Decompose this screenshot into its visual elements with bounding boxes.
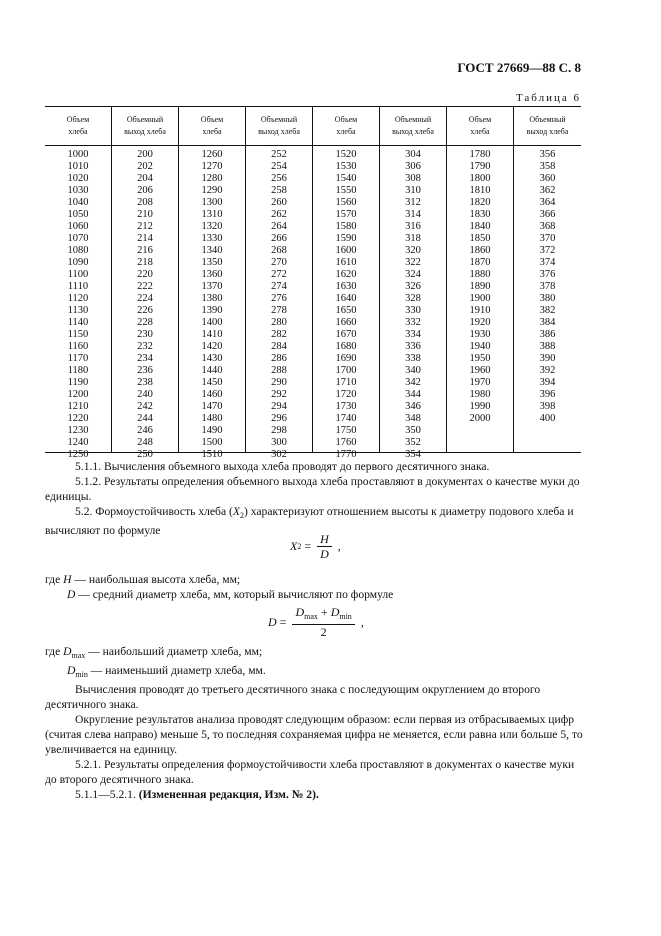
table-cell: 1390 (201, 305, 223, 316)
table-cell: 360 (539, 173, 556, 184)
table-cell: 284 (271, 341, 287, 352)
table-cell: 242 (137, 401, 153, 412)
column-volume (179, 146, 246, 460)
table-cell: 272 (271, 269, 287, 280)
table-cell: 306 (405, 161, 421, 172)
table-cell: 292 (271, 389, 287, 400)
table-cell: 310 (405, 185, 421, 196)
table-cell: 1050 (67, 209, 89, 220)
amendment-note: (Измененная редакция, Изм. № 2). (138, 788, 319, 801)
table-cell: 1100 (67, 269, 89, 280)
table-cell: 382 (539, 305, 556, 316)
denominator: 2 (320, 625, 327, 639)
table-cell: 232 (137, 341, 153, 352)
table-cell: 278 (271, 305, 287, 316)
table-cell: 344 (405, 389, 421, 400)
table-cell: 1220 (67, 413, 89, 424)
table-cell: 1770 (335, 449, 357, 460)
table-cell: 1820 (469, 197, 491, 208)
table-cell: 374 (539, 257, 556, 268)
column-header-volume: Объем хлеба (313, 107, 380, 145)
table-cell: 262 (271, 209, 287, 220)
table-cell: 1610 (335, 257, 357, 268)
fraction (317, 532, 332, 561)
variable-d: D (67, 588, 76, 601)
table-cell: 1410 (201, 329, 223, 340)
denominator: D (320, 547, 329, 561)
table-cell: 1200 (67, 389, 89, 400)
table-cell: 218 (137, 257, 153, 268)
amendment-range: 5.1.1—5.2.1. (75, 788, 139, 801)
table-cell: 296 (271, 413, 287, 424)
table-cell: 1010 (67, 161, 89, 172)
table-cell: 1960 (469, 365, 491, 376)
table-cell: 230 (137, 329, 153, 340)
table-cell: 312 (405, 197, 421, 208)
table-cell: 268 (271, 245, 287, 256)
table-cell: 1500 (201, 437, 223, 448)
table-cell: 1630 (335, 281, 357, 292)
numerator: H (317, 532, 332, 547)
table-cell: 1980 (469, 389, 491, 400)
table-cell: 266 (271, 233, 287, 244)
variable-d: D (330, 605, 340, 619)
table-cell: 294 (271, 401, 287, 412)
table-cell: 288 (271, 365, 287, 376)
table-cell: 1740 (335, 413, 357, 424)
table-cell: 256 (271, 173, 287, 184)
table-cell: 326 (405, 281, 421, 292)
where-description: — наибольший диаметр хлеба, мм; (85, 645, 263, 658)
table-cell: 322 (405, 257, 421, 268)
table-cell: 1760 (335, 437, 357, 448)
table-cell: 1830 (469, 209, 491, 220)
table-cell: 234 (137, 353, 153, 364)
table-cell: 398 (539, 401, 556, 412)
table-cell: 1350 (201, 257, 223, 268)
table-cell: 1450 (201, 377, 223, 388)
table-cell: 1780 (469, 149, 491, 160)
table-cell: 1070 (67, 233, 89, 244)
table-cell: 1930 (469, 329, 491, 340)
table-cell: 1720 (335, 389, 357, 400)
paragraph-5-2-text: ) характеризуют отношением высоты к диаметру подового хлеба и вычисляют по формуле (45, 505, 574, 537)
fraction (292, 605, 354, 639)
where-block-2 (45, 644, 585, 802)
table-cell: 1840 (469, 221, 491, 232)
table-cell: 1680 (335, 341, 357, 352)
where-dmax (45, 644, 585, 663)
table-cell: 358 (539, 161, 556, 172)
table-cell: 340 (405, 365, 421, 376)
table-cell: 1360 (201, 269, 223, 280)
column-header-yield: Объемный выход хлеба (112, 107, 179, 145)
where-description: — наибольшая высота хлеба, мм; (71, 573, 241, 586)
table-cell: 1240 (67, 437, 89, 448)
table-cell: 1030 (67, 185, 89, 196)
table-cell: 240 (137, 389, 153, 400)
table-header-row (45, 107, 581, 146)
table-cell: 248 (137, 437, 153, 448)
formula-lhs: X (290, 539, 298, 553)
table-cell: 400 (539, 413, 556, 424)
formula-x2 (290, 532, 341, 561)
variable-d: D (63, 645, 72, 658)
table-cell: 300 (271, 437, 287, 448)
table-cell: 1970 (469, 377, 491, 388)
column-volume (45, 146, 112, 460)
table-cell: 1290 (201, 185, 223, 196)
table-cell: 1000 (67, 149, 89, 160)
table-cell: 282 (271, 329, 287, 340)
where-description: — средний диаметр хлеба, мм, который вычисляют по формуле (75, 588, 394, 601)
table-cell: 308 (405, 173, 421, 184)
table-cell: 1160 (67, 341, 89, 352)
table-cell: 1730 (335, 401, 357, 412)
table-cell: 334 (405, 329, 421, 340)
column-yield (514, 146, 581, 452)
subscript: max (304, 612, 318, 621)
data-table (45, 106, 581, 460)
column-header-volume: Объем хлеба (179, 107, 246, 145)
column-header-yield: Объемный выход хлеба (526, 115, 569, 136)
table-cell: 388 (539, 341, 556, 352)
table-cell: 244 (137, 413, 153, 424)
page-header: ГОСТ 27669—88 С. 8 (457, 60, 581, 75)
table-cell: 270 (271, 257, 287, 268)
paragraph-5-2-1: 5.2.1. Результаты определения формоустойчивости хлеба проставляют в документах о качестве муки до второго десятичного знака. (45, 758, 575, 786)
table-cell: 264 (271, 221, 287, 232)
table-cell: 202 (137, 161, 153, 172)
table-cell: 204 (137, 173, 153, 184)
table-cell: 1660 (335, 317, 357, 328)
table-cell: 1800 (469, 173, 491, 184)
column-yield (112, 146, 179, 460)
table-cell: 298 (271, 425, 287, 436)
table-cell: 1710 (335, 377, 357, 388)
table-cell: 274 (271, 281, 287, 292)
table-cell: 392 (539, 365, 556, 376)
table-cell: 1860 (469, 245, 491, 256)
table-cell: 1420 (201, 341, 223, 352)
table-cell: 370 (539, 233, 556, 244)
table-cell: 376 (539, 269, 556, 280)
column-volume (313, 146, 380, 460)
table-cell: 1590 (335, 233, 357, 244)
table-cell: 390 (539, 353, 556, 364)
table-cell: 276 (271, 293, 287, 304)
table-cell: 1810 (469, 185, 491, 196)
where-label: где (45, 645, 64, 658)
table-cell: 1370 (201, 281, 223, 292)
table-cell: 1060 (67, 221, 89, 232)
table-cell: 1690 (335, 353, 357, 364)
table-cell: 1430 (201, 353, 223, 364)
subscript: min (339, 612, 352, 621)
table-cell: 1150 (67, 329, 89, 340)
table-cell: 1880 (469, 269, 491, 280)
table-cell: 314 (405, 209, 421, 220)
formula-lhs: D (268, 614, 277, 629)
table-cell: 1620 (335, 269, 357, 280)
table-cell: 1750 (335, 425, 357, 436)
column-header-volume: Объем хлеба (45, 107, 112, 145)
table-cell: 250 (137, 449, 153, 460)
table-cell: 1250 (67, 449, 89, 460)
table-cell: 1790 (469, 161, 491, 172)
table-cell: 1380 (201, 293, 223, 304)
table-cell: 254 (271, 161, 287, 172)
paragraph-amendment (45, 787, 585, 802)
table-cell: 1440 (201, 365, 223, 376)
paragraph-round: Округление результатов анализа проводят следующим образом: если первая из отбрасываемых цифр (считая слева направо) меньше 5, то последняя сохраняемая цифра не меняется, если равна или больше 5, то увеличивается на единицу. (45, 713, 583, 756)
where-h (45, 572, 585, 587)
table-cell: 1090 (67, 257, 89, 268)
table-cell: 332 (405, 317, 421, 328)
table-cell: 338 (405, 353, 421, 364)
table-cell: 330 (405, 305, 421, 316)
table-cell: 1300 (201, 197, 223, 208)
table-cell: 304 (405, 149, 421, 160)
subscript: max (71, 651, 86, 660)
formula-end: , (357, 614, 364, 629)
where-label: где (45, 573, 64, 586)
table-cell: 1210 (67, 401, 89, 412)
table-body (45, 146, 581, 460)
table-cell: 210 (137, 209, 153, 220)
table-cell: 1040 (67, 197, 89, 208)
table-cell: 1510 (201, 449, 223, 460)
paragraph-5-1-1: 5.1.1. Вычисления объемного выхода хлеба проводят до первого десятичного знака. (75, 460, 490, 473)
column-header-yield: Объемный выход хлеба (246, 107, 313, 145)
table-cell: 220 (137, 269, 153, 280)
table-cell: 350 (405, 425, 421, 436)
table-cell: 238 (137, 377, 153, 388)
variable-x: X (232, 505, 240, 518)
formula-equals: = (301, 539, 315, 553)
table-cell: 1850 (469, 233, 491, 244)
table-cell: 1320 (201, 221, 223, 232)
table-cell: 1640 (335, 293, 357, 304)
paragraph-5-1-2: 5.1.2. Результаты определения объемного выхода хлеба проставляют в документах о качестве муки до единицы. (45, 475, 580, 503)
table-cell: 1470 (201, 401, 223, 412)
table-cell: 1670 (335, 329, 357, 340)
table-cell: 348 (405, 413, 421, 424)
table-cell: 1490 (201, 425, 223, 436)
table-cell: 1280 (201, 173, 223, 184)
table-cell: 1190 (67, 377, 89, 388)
table-cell: 290 (271, 377, 287, 388)
subscript: 2 (297, 542, 302, 551)
table-cell: 386 (539, 329, 556, 340)
table-cell: 228 (137, 317, 153, 328)
table-cell: 236 (137, 365, 153, 376)
table-cell: 1270 (201, 161, 223, 172)
table-cell: 1940 (469, 341, 491, 352)
paragraph-5-2-text: 5.2. Формоустойчивость хлеба ( (75, 505, 233, 518)
table-cell: 200 (137, 149, 153, 160)
table-cell: 1460 (201, 389, 223, 400)
table-cell: 378 (539, 281, 556, 292)
table-cell: 380 (539, 293, 556, 304)
table-cell: 206 (137, 185, 153, 196)
table-cell: 336 (405, 341, 421, 352)
table-cell: 1260 (201, 149, 223, 160)
table-cell: 394 (539, 377, 556, 388)
column-yield (246, 146, 313, 460)
table-cell: 216 (137, 245, 153, 256)
where-description: — наименьший диаметр хлеба, мм. (87, 664, 266, 677)
table-cell: 286 (271, 353, 287, 364)
table-cell: 320 (405, 245, 421, 256)
column-header-yield: Объемный выход хлеба (380, 107, 447, 145)
table-cell: 1170 (67, 353, 89, 364)
table-cell: 1020 (67, 173, 89, 184)
table-cell: 1130 (67, 305, 89, 316)
table-cell: 1400 (201, 317, 223, 328)
table-cell: 208 (137, 197, 153, 208)
table-cell: 352 (405, 437, 421, 448)
table-cell: 328 (405, 293, 421, 304)
plus-sign: + (317, 605, 331, 619)
table-cell: 2000 (469, 413, 491, 424)
table-cell: 1910 (469, 305, 491, 316)
where-block-1 (45, 572, 585, 602)
table-cell: 1230 (67, 425, 89, 436)
table-cell: 1330 (201, 233, 223, 244)
paragraph-calc: Вычисления проводят до третьего десятичного знака с последующим округлением до второго десятичного знака. (45, 683, 541, 711)
table-cell: 1080 (67, 245, 89, 256)
subscript: 2 (239, 511, 244, 520)
formula-equals: = (276, 614, 290, 629)
table-cell: 1180 (67, 365, 89, 376)
table-cell: 396 (539, 389, 556, 400)
table-cell: 246 (137, 425, 153, 436)
table-cell: 1480 (201, 413, 223, 424)
table-cell: 252 (271, 149, 287, 160)
table-cell: 222 (137, 281, 153, 292)
table-cell: 1550 (335, 185, 357, 196)
table-cell: 366 (539, 209, 556, 220)
table-cell: 364 (539, 197, 556, 208)
table-cell: 214 (137, 233, 153, 244)
table-cell: 226 (137, 305, 153, 316)
table-cell: 1990 (469, 401, 491, 412)
variable-d: D (67, 664, 76, 677)
table-cell: 258 (271, 185, 287, 196)
table-cell: 324 (405, 269, 421, 280)
table-cell: 1600 (335, 245, 357, 256)
table-cell: 356 (539, 149, 556, 160)
subscript: min (75, 670, 88, 679)
table-cell: 1140 (67, 317, 89, 328)
body-text (45, 459, 585, 538)
table-cell: 1900 (469, 293, 491, 304)
table-cell: 354 (405, 449, 421, 460)
table-cell: 1580 (335, 221, 357, 232)
variable-h: H (63, 573, 72, 586)
table-cell: 342 (405, 377, 421, 388)
table-cell: 302 (271, 449, 287, 460)
table-cell: 346 (405, 401, 421, 412)
where-d (45, 587, 585, 602)
table-cell: 1310 (201, 209, 223, 220)
table-cell: 1870 (469, 257, 491, 268)
table-cell: 1340 (201, 245, 223, 256)
table-cell: 1520 (335, 149, 357, 160)
table-cell: 212 (137, 221, 153, 232)
table-cell: 280 (271, 317, 287, 328)
table-cell: 362 (539, 185, 556, 196)
where-dmin (45, 663, 585, 682)
table-cell: 1700 (335, 365, 357, 376)
table-cell: 1890 (469, 281, 491, 292)
formula-end: , (334, 539, 341, 553)
table-cell: 316 (405, 221, 421, 232)
table-cell: 372 (539, 245, 556, 256)
table-cell: 1530 (335, 161, 357, 172)
table-cell: 1540 (335, 173, 357, 184)
table-cell: 224 (137, 293, 153, 304)
table-cell: 1950 (469, 353, 491, 364)
table-cell: 1920 (469, 317, 491, 328)
table-cell: 318 (405, 233, 421, 244)
column-header-volume: Объем хлеба (447, 107, 514, 145)
table-caption: Таблица 6 (515, 92, 581, 104)
table-cell: 1120 (67, 293, 89, 304)
table-cell: 384 (539, 317, 556, 328)
formula-d (268, 605, 364, 639)
column-yield (380, 146, 447, 460)
table-cell: 1110 (67, 281, 89, 292)
table-cell: 1560 (335, 197, 357, 208)
column-volume (447, 146, 514, 452)
table-cell: 260 (271, 197, 287, 208)
variable-d: D (295, 605, 305, 619)
table-cell: 1570 (335, 209, 357, 220)
table-cell: 1650 (335, 305, 357, 316)
numerator (292, 605, 354, 625)
table-cell: 368 (539, 221, 556, 232)
